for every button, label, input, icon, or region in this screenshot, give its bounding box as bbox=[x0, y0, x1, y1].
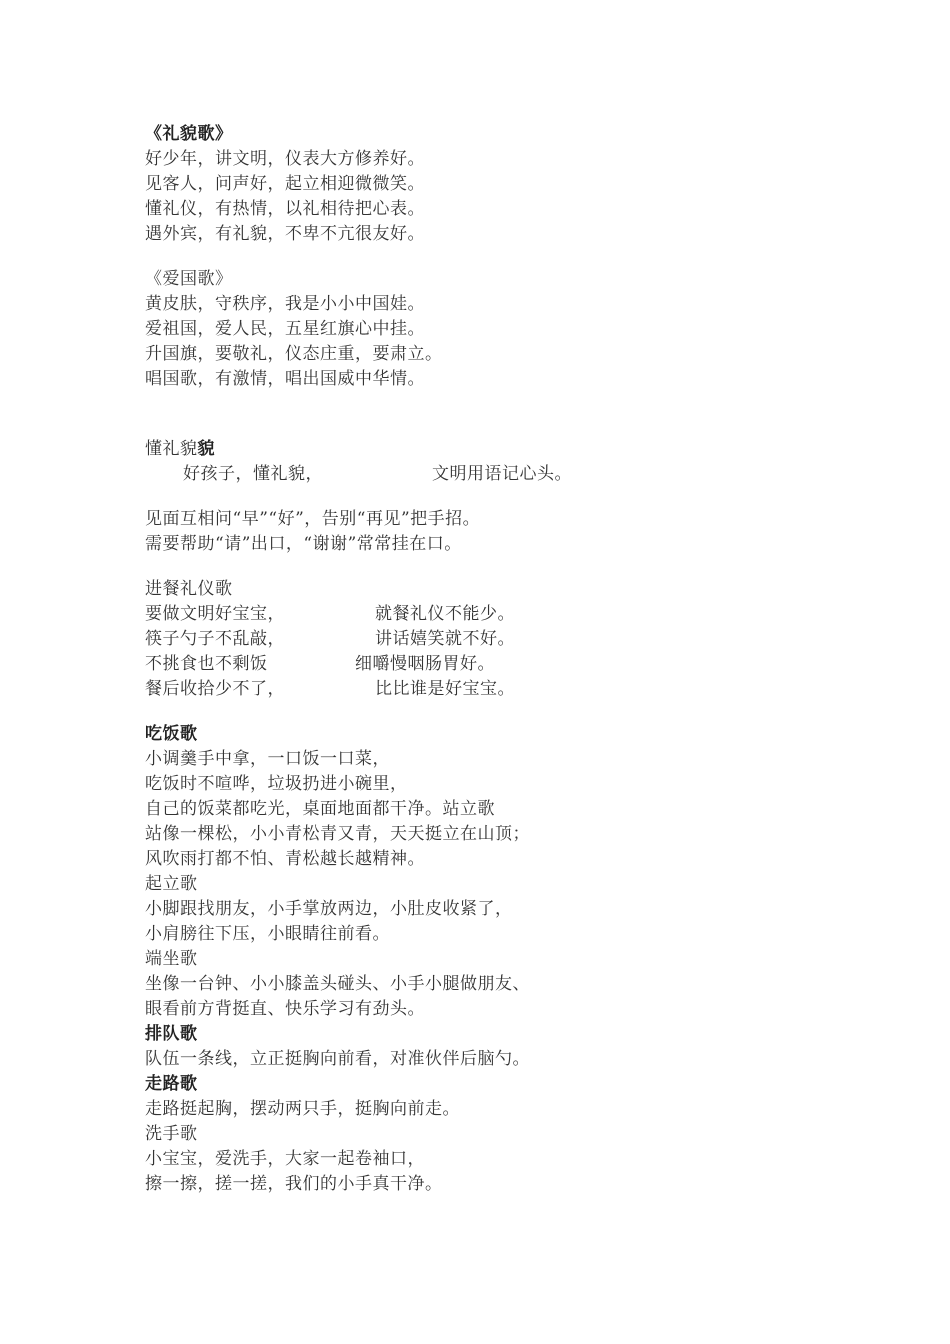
poem-line-part-b: 文明用语记心头。 bbox=[432, 464, 572, 484]
poem-title-aiguo: 《爱国歌》 bbox=[145, 269, 233, 289]
poem-line: 好少年，讲文明，仪表大方修养好。 bbox=[145, 149, 425, 169]
poem-row bbox=[145, 602, 905, 627]
poem-title-jincan: 进餐礼仪歌 bbox=[145, 579, 233, 599]
poem-row-right: 讲话嬉笑就不好。 bbox=[375, 629, 515, 649]
poem-line: 眼看前方背挺直、快乐学习有劲头。 bbox=[145, 999, 425, 1019]
poem-line: 站像一棵松，小小青松青又青，天天挺立在山顶； bbox=[145, 824, 530, 844]
poem-line bbox=[145, 462, 905, 487]
poem-line: 见面互相问“早”“好”，告别“再见”把手招。 bbox=[145, 509, 481, 529]
poem-row-right: 细嚼慢咽肠胃好。 bbox=[355, 654, 495, 674]
poem-line: 走路挺起胸，摆动两只手，挺胸向前走。 bbox=[145, 1099, 460, 1119]
poem-title-emphasis: 貌 bbox=[197, 439, 215, 459]
poem-line: 小肩膀往下压，小眼睛往前看。 bbox=[145, 924, 390, 944]
poem-line: 自己的饭菜都吃光，桌面地面都干净。站立歌 bbox=[145, 799, 495, 819]
poem-line: 小脚跟找朋友，小手掌放两边，小肚皮收紧了， bbox=[145, 899, 513, 919]
poem-row bbox=[145, 627, 905, 652]
poem-line: 需要帮助“请”出口，“谢谢”常常挂在口。 bbox=[145, 534, 462, 554]
poem-line: 黄皮肤，守秩序，我是小小中国娃。 bbox=[145, 294, 425, 314]
poem-title-text: 懂礼貌 bbox=[145, 439, 198, 459]
poem-line: 坐像一台钟、小小膝盖头碰头、小手小腿做朋友、 bbox=[145, 974, 530, 994]
poem-row bbox=[145, 652, 905, 677]
poem-line: 小调羹手中拿，一口饭一口菜， bbox=[145, 749, 390, 769]
poem-row-right: 比比谁是好宝宝。 bbox=[375, 679, 515, 699]
poem-title-liमao: 《礼貌歌》 bbox=[145, 124, 233, 144]
document-body bbox=[145, 122, 905, 1197]
poem-title-chifan: 吃饭歌 bbox=[145, 724, 198, 744]
poem-line: 小宝宝，爱洗手，大家一起卷袖口， bbox=[145, 1149, 425, 1169]
poem-line: 爱祖国，爱人民，五星红旗心中挂。 bbox=[145, 319, 425, 339]
poem-line: 擦一擦，搓一搓，我们的小手真干净。 bbox=[145, 1174, 443, 1194]
poem-line-part-a: 好孩子，懂礼貌， bbox=[183, 464, 323, 484]
poem-title-duanzuo: 端坐歌 bbox=[145, 949, 198, 969]
poem-line: 见客人，问声好，起立相迎微微笑。 bbox=[145, 174, 425, 194]
poem-line: 吃饭时不喧哗，垃圾扔进小碗里， bbox=[145, 774, 408, 794]
poem-line: 队伍一条线，立正挺胸向前看，对准伙伴后脑勺。 bbox=[145, 1049, 530, 1069]
poem-row bbox=[145, 677, 905, 702]
poem-row-left: 筷子勺子不乱敲， bbox=[145, 629, 285, 649]
poem-row-left: 餐后收拾少不了， bbox=[145, 679, 285, 699]
poem-line: 风吹雨打都不怕、青松越长越精神。 bbox=[145, 849, 425, 869]
poem-title-xishou: 洗手歌 bbox=[145, 1124, 198, 1144]
poem-line: 唱国歌，有激情，唱出国威中华情。 bbox=[145, 369, 425, 389]
poem-title-paidui: 排队歌 bbox=[145, 1024, 198, 1044]
poem-title-zoulu: 走路歌 bbox=[145, 1074, 198, 1094]
poem-title-dongliमao bbox=[145, 437, 905, 462]
poem-row-left: 要做文明好宝宝， bbox=[145, 604, 285, 624]
poem-title-qili: 起立歌 bbox=[145, 874, 198, 894]
poem-line: 懂礼仪，有热情，以礼相待把心表。 bbox=[145, 199, 425, 219]
poem-row-right: 就餐礼仪不能少。 bbox=[375, 604, 515, 624]
poem-line: 遇外宾，有礼貌，不卑不亢很友好。 bbox=[145, 224, 425, 244]
poem-line: 升国旗，要敬礼，仪态庄重，要肃立。 bbox=[145, 344, 443, 364]
poem-row-left: 不挑食也不剩饭 bbox=[145, 654, 268, 674]
